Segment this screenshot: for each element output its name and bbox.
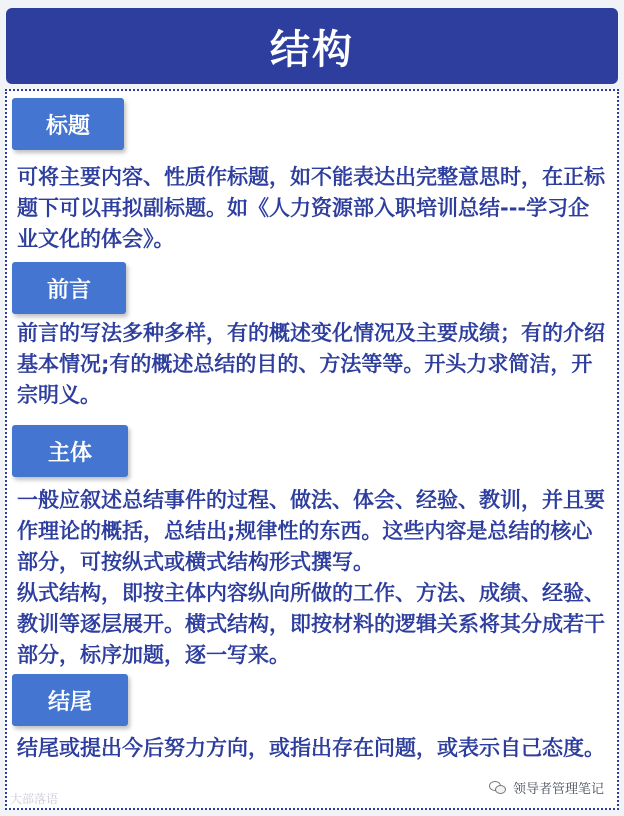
section-tag-body bbox=[12, 425, 128, 477]
section-body-main bbox=[17, 485, 609, 671]
section-tag-preface bbox=[12, 262, 126, 314]
account-watermark bbox=[489, 778, 604, 797]
wechat-icon bbox=[489, 781, 507, 795]
section-paragraph: 纵式结构，即按主体内容纵向所做的工作、方法、成绩、经验、教训等逐层展开。横式结构，即按材料的逻辑关系将其分成若干部分，标序加题，逐一写来。 bbox=[17, 581, 605, 667]
section-body-ending bbox=[17, 733, 609, 764]
page-title: 结构 bbox=[270, 26, 354, 73]
section-paragraph: 结尾或提出今后努力方向，或指出存在问题，或表示自己态度。 bbox=[17, 736, 605, 760]
section-paragraph: 可将主要内容、性质作标题，如不能表达出完整意思时，在正标题下可以再拟副标题。如《人力资源部入职培训总结---学习企业文化的体会》。 bbox=[17, 165, 605, 251]
section-body-preface bbox=[17, 318, 609, 411]
section-paragraph: 一般应叙述总结事件的过程、做法、体会、经验、教训，并且要作理论的概括，总结出;规律性的东西。这些内容是总结的核心部分，可按纵式或横式结构形式撰写。 bbox=[17, 488, 605, 574]
section-tag-label: 标题 bbox=[45, 113, 90, 139]
account-name: 领导者管理笔记 bbox=[512, 782, 604, 797]
corner-watermark: 大部落语 bbox=[10, 792, 59, 806]
section-tag-label: 前言 bbox=[46, 277, 91, 303]
section-paragraph: 前言的写法多种多样，有的概述变化情况及主要成绩；有的介绍基本情况;有的概述总结的目的、方法等等。开头力求简洁，开宗明义。 bbox=[17, 321, 605, 407]
section-tag-label: 主体 bbox=[47, 440, 92, 466]
section-tag-ending bbox=[12, 674, 128, 726]
title-banner bbox=[6, 8, 618, 84]
section-body-title bbox=[17, 162, 609, 255]
section-tag-label: 结尾 bbox=[47, 689, 92, 715]
section-tag-title bbox=[12, 98, 124, 150]
